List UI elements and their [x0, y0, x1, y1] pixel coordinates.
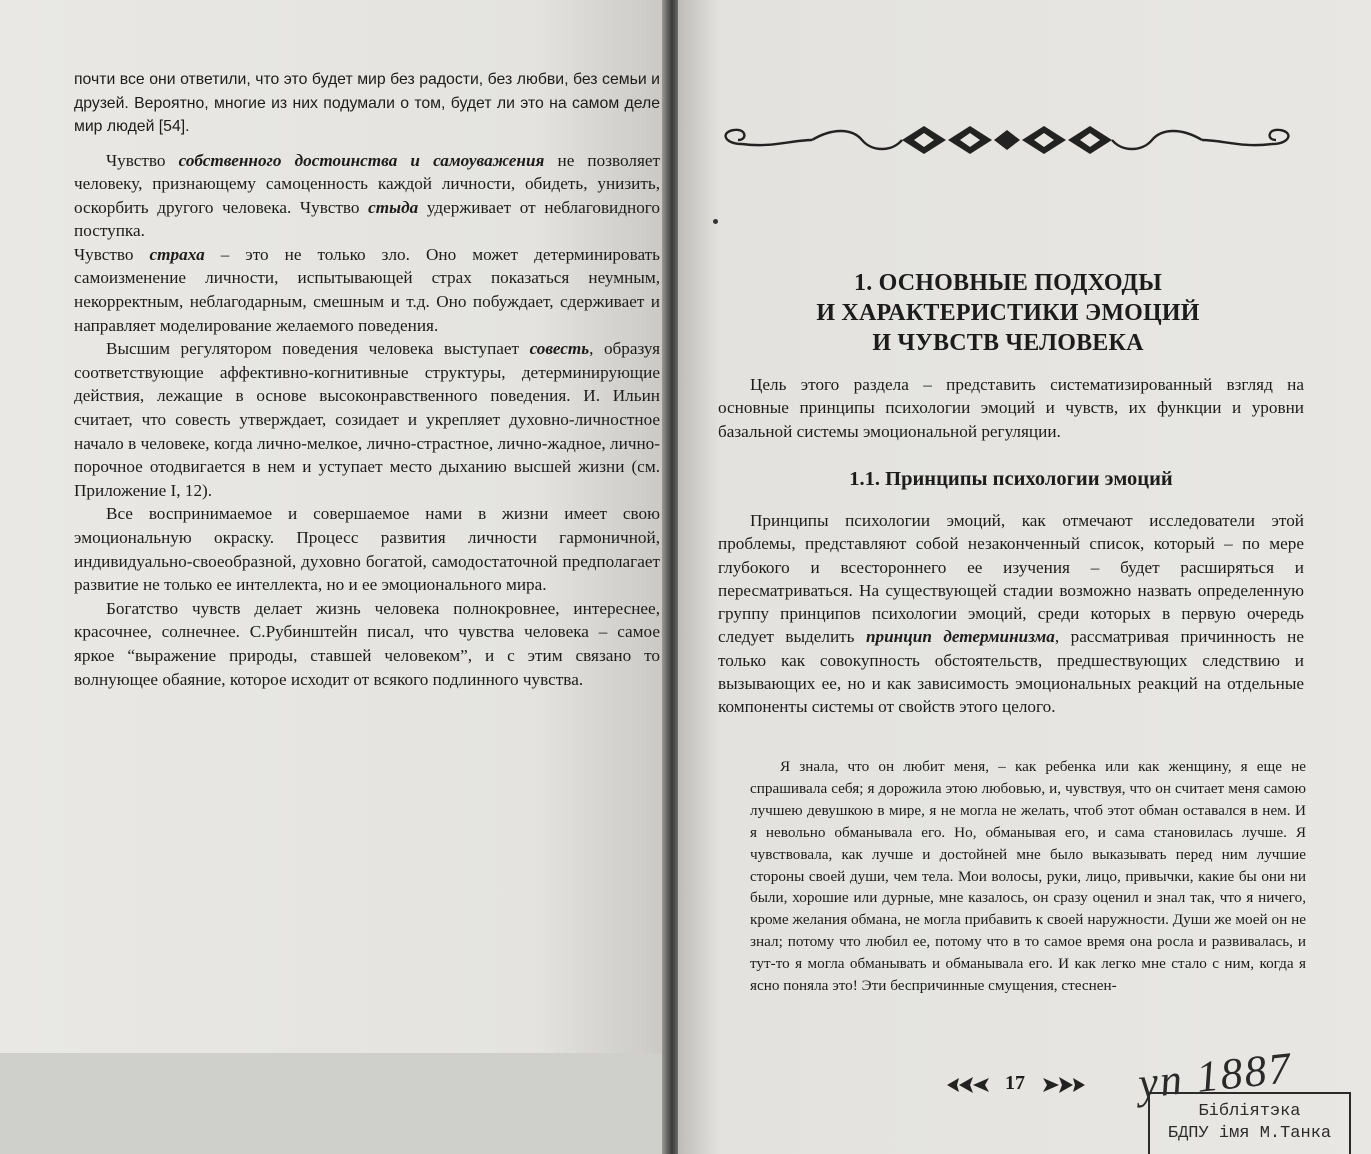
emphasis-shame: стыда	[368, 197, 419, 217]
inventory-number: уп 1887	[1135, 1043, 1295, 1108]
principles-paragraph	[718, 509, 1304, 719]
paragraph-conscience	[74, 337, 660, 502]
text-run: удерживает от неблаговидного поступка.	[74, 197, 661, 241]
text-run: , образуя соответствующие аффективно-когнитивные структуры, детерминирующие действия, лежащие в основе высоконравственного поведения. И. Ильин считает, что совесть утверждает, созидает и укрепляет духовно-личностное начало в человеке, когда лично-мелкое, лично-страстное, лично-жадное, лично-порочное отодвигается в нем и уступает место дыханию высшей жизни (см. Приложение I, 12).	[74, 339, 661, 500]
paragraph-dignity	[74, 149, 660, 243]
paragraph-richness-of-feelings: Богатство чувств делает жизнь человека полнокровнее, интереснее, красочнее, солнечнее. С.Рубинштейн писал, что чувства человека – самое яркое “выражение природы, ставшей человеком”, и с этим связано то волнующее обаяние, которое исходит от всякого подлинного чувства.	[74, 598, 660, 689]
text-run: Чувство	[106, 150, 179, 170]
text-run: не позволяет человеку, признающему самоценность каждой личности, обидеть, унизить, оскорбить другого человека. Чувство	[74, 150, 660, 217]
chapter-intro-text: Цель этого раздела – представить систематизированный взгляд на основные принципы психологии эмоций и чувств, их функции и уровни базальной системы эмоциональной регуляции.	[718, 375, 1304, 441]
section-title: 1.1. Принципы психологии эмоций	[849, 468, 1173, 490]
quote-text: Я знала, что он любит меня, – как ребенка или как женщину, я еще не спрашивала себя; я дорожила этою любовью, и, чувствуя, что он считает меня самою лучшею девушкою в мире, я не могла не желать, чтоб этот обман оставался в нем. И я невольно обманывала его. Но, обманывая его, и сама становилась лучше. Я чувствовала, как лучше и достойней мне было выказывать перед ним лучшие стороны своей души, чем тела. Мои волосы, руки, лицо, привычки, какие бы они ни были, хорошие или дурные, мне казалось, он сразу оценил и знал так, что я ничего, кроме желания обмана, не могла прибавить к своей наружности. Души же моей он не знал; потому что любил ее, потому что в то самое время она росла и развивалась, и тут-то я могла обманывать и обманывала его. И как легко мне стало с ним, когда я ясно поняла это! Эти беспричинные смущения, стеснен-	[750, 758, 1306, 995]
principles-text	[718, 509, 1304, 719]
stamp-line: БДПУ імя М.Танка	[1167, 1124, 1332, 1143]
left-intro-paragraph: почти все они ответили, что это будет мир без радости, без любви, без семьи и друзей. Вероятно, многие из них подумали о том, будет ли это на самом деле мир людей [54].	[74, 71, 660, 135]
chapter-title	[718, 268, 1298, 358]
emphasis-conscience: совесть	[529, 339, 590, 359]
page-footer	[945, 1070, 1085, 1100]
page-speck	[713, 219, 718, 224]
page-number: 17	[1005, 1072, 1025, 1094]
chapter-title-line: И ХАРАКТЕРИСТИКИ ЭМОЦИЙ	[816, 300, 1200, 326]
emphasis-determinism: принцип детерминизма	[865, 627, 1055, 647]
text-run: Высшим регулятором поведения человека выступает	[106, 339, 530, 359]
chapter-title-line: И ЧУВСТВ ЧЕЛОВЕКА	[872, 330, 1144, 356]
left-page	[0, 0, 668, 1154]
text-run: , рассматривая причинность не только как совокупность обстоятельств, предшествующих следствию и вызывающих ее, но и как зависимость эмоциональных реакций на отдельные компоненты системы от свойств этого целого.	[718, 627, 1304, 717]
text-run: Чувство	[74, 244, 150, 264]
left-page-text	[74, 68, 660, 691]
chapter-intro	[718, 373, 1304, 443]
emphasis-fear: страха	[149, 244, 205, 264]
paragraph-fear	[74, 243, 660, 337]
paragraph-emotional-coloring: Все воспринимаемое и совершаемое нами в жизни имеет свою эмоциональную окраску. Процесс развития личности гармоничной, индивидуально-своеобразной, духовно богатой, самодостаточной предполагает развитие не только ее интеллекта, но и ее эмоционального мира.	[74, 504, 660, 595]
chapter-ornament-icon	[712, 118, 1302, 164]
footer-ornament-right-icon	[1037, 1074, 1087, 1096]
stamp-line: Бібліятэка	[1198, 1102, 1301, 1121]
text-run: – это не только зло. Оно может детерминировать самоизменение личности, испытывающей страх показаться неумным, некорректным, неблагодарным, смешным и т.д. Оно побуждает, сдерживает и направляет моделирование желаемого поведения.	[74, 244, 660, 335]
emphasis-dignity: собственного достоинства и самоуважения	[178, 150, 545, 170]
literary-quote	[750, 756, 1306, 997]
chapter-title-line: 1. ОСНОВНЫЕ ПОДХОДЫ	[854, 270, 1162, 296]
footer-ornament-left-icon	[945, 1074, 995, 1096]
library-stamp	[1148, 1092, 1351, 1154]
text-run: Принципы психологии эмоций, как отмечают исследователи этой проблемы, представляют собой незаконченный список, который – по мере глубокого и всестороннего ее изучения – будет расширяться и пересматриваться. На существующей стадии возможно назвать определенную группу принципов психологии эмоций, среди которых в первую очередь следует выделить	[718, 511, 1304, 647]
page-shadow-band	[0, 1053, 668, 1154]
